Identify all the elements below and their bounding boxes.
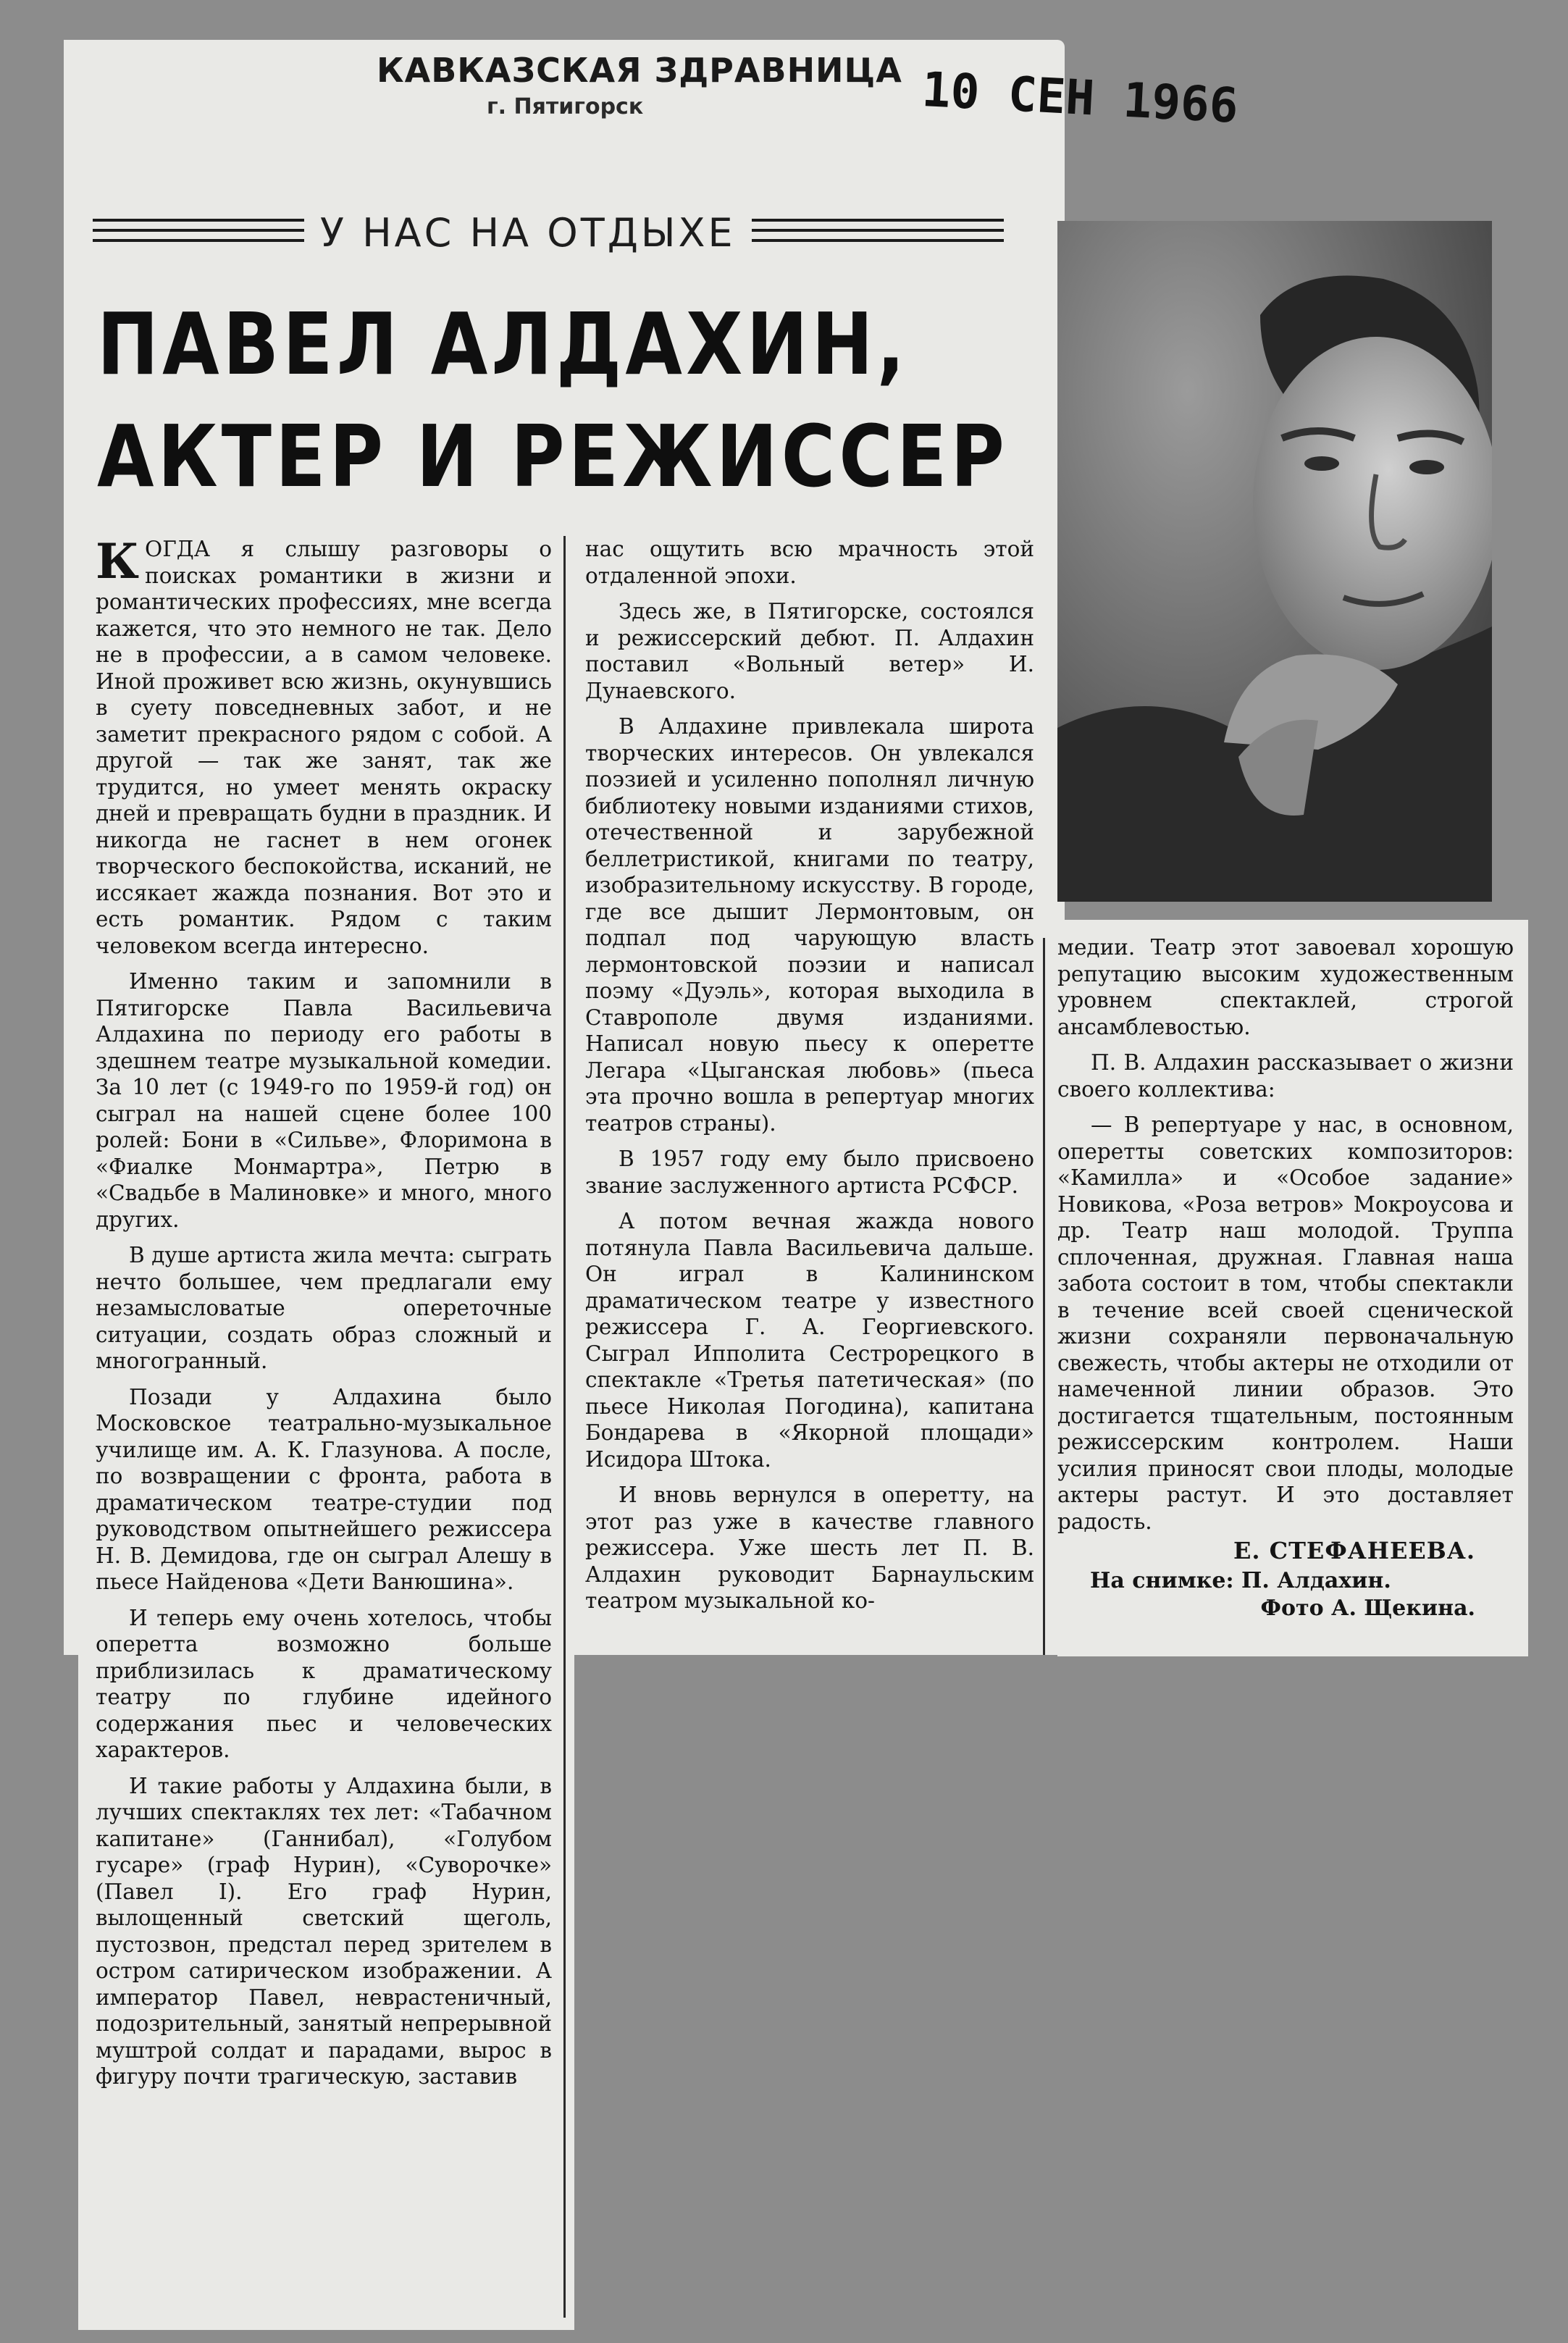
rubric-title: У НАС НА ОТДЫХЕ bbox=[304, 210, 752, 256]
article-paragraph: И теперь ему очень хотелось, чтобы оперетта возможно больше приблизилась к драматическому театру по глубине идейного содержания пьес и человеческих характеров. bbox=[96, 1605, 552, 1762]
newspaper-masthead: КАВКАЗСКАЯ ЗДРАВНИЦА bbox=[377, 51, 902, 90]
article-paragraph: И такие работы у Алдахина были, в лучших спектаклях тех лет: «Табачном капитане» (Ганнибал), «Голубом гусаре» (граф Нурин), «Суворочке» (Павел I). Его граф Нурин, вылощенный светский щеголь, пустозвон, предстал перед зрителем в остром сатирическом изображении. А император Павел, неврастеничный, подозрительный, занятый непрерывной муштрой солдат и парадами, вырос в фигуру почти трагическую, заставив bbox=[96, 1773, 552, 2089]
headline-line-2: АКТЕР И РЕЖИССЕР bbox=[97, 406, 1009, 506]
newspaper-city: г. Пятигорск bbox=[487, 94, 644, 120]
article-author: Е. СТЕФАНЕЕВА. bbox=[1233, 1537, 1475, 1564]
headline-line-1: ПАВЕЛ АЛДАХИН, bbox=[97, 294, 909, 394]
article-column-2 bbox=[585, 536, 1034, 1624]
article-paragraph: В 1957 году ему было присвоено звание заслуженного артиста РСФСР. bbox=[585, 1147, 1034, 1198]
article-paragraph: П. В. Алдахин рассказывает о жизни своего коллектива: bbox=[1057, 1050, 1514, 1102]
article-paragraph: Здесь же, в Пятигорске, состоялся и режиссерский дебют. П. Алдахин поставил «Вольный ветер» И. Дунаевского. bbox=[585, 599, 1034, 703]
photo-caption: На снимке: П. Алдахин. bbox=[1090, 1568, 1391, 1593]
article-paragraph: А потом вечная жажда нового потянула Павла Васильевича дальше. Он играл в Калининском драматическом театре у известного режиссера Г. А. Георгиевского. Сыграл Ипполита Сестрорецкого в спектакле «Третья патетическая» (по пьесе Николая Погодина), капитана Бондарева в «Якорной площади» Исидора Штока. bbox=[585, 1209, 1034, 1472]
article-paragraph: В душе артиста жила мечта: сыграть нечто большее, чем предлагали ему незамысловатые опереточные ситуации, создать образ сложный и многогранный. bbox=[96, 1243, 552, 1373]
portrait-photo bbox=[1057, 221, 1492, 902]
article-paragraph: медии. Театр этот завоевал хорошую репутацию высоким художественным уровнем спектаклей, строгой ансамблевостью. bbox=[1057, 935, 1514, 1039]
date-stamp: 10 СЕН 1966 bbox=[920, 62, 1240, 134]
column-divider bbox=[563, 536, 566, 2318]
article-paragraph: В Алдахине привлекала широта творческих интересов. Он увлекался поэзией и усиленно пополнял личную библиотеку новыми изданиями стихов, отечественной и зарубежной беллетристикой, книгами по театру, изобразительному искусству. В городе, где все дышит Лермонтовым, он подпал под чарующую власть лермонтовской поэзии и написал поэму «Дуэль», которая выходила в Ставрополе двумя изданиями. Написал новую пьесу к оперетте Легара «Цыганская любовь» (пьеса эта прочно вошла в репертуар многих театров страны). bbox=[585, 714, 1034, 1136]
article-paragraph: — В репертуаре у нас, в основном, оперетты советских композиторов: «Камилла» и «Особое задание» Новикова, «Роза ветров» Мокроусова и др. Театр наш молодой. Труппа сплоченная, дружная. Главная наша забота состоит в том, чтобы спектакли в течение всей своей сценической жизни сохраняли первоначальную свежесть, чтобы актеры не отходили от намеченной линии образов. Это достигается тщательным, постоянным режиссерским контролем. Наши усилия приносят свои плоды, молодые актеры растут. И это доставляет радость. bbox=[1057, 1112, 1514, 1534]
photo-credit: Фото А. Щекина. bbox=[1260, 1596, 1475, 1621]
article-paragraph: Именно таким и запомнили в Пятигорске Павла Васильевича Алдахина по периоду его работы в здешнем театре музыкальной комедии. За 10 лет (с 1949-го по 1959-й год) он сыграл на нашей сцене более 100 ролей: Бони в «Сильве», Флоримона в «Фиалке Монмартра», Петрю в «Свадьбе в Малиновке» и много, много других. bbox=[96, 969, 552, 1232]
article-paragraph: нас ощутить всю мрачность этой отдаленной эпохи. bbox=[585, 537, 1034, 588]
article-paragraph: КОГДА я слышу разговоры о поисках романтики в жизни и романтических профессиях, мне всегда кажется, что это немного не так. Дело не в профессии, а в самом человеке. Иной проживет всю жизнь, окунувшись в суету повседневных забот, и не заметит прекрасного рядом с собой. А другой — так же занят, так же трудится, но умеет менять окраску дней и превращать будни в праздник. И никогда не гаснет в нем огонек творческого беспокойства, исканий, не иссякает жажда познания. Вот это и есть романтик. Рядом с таким человеком всегда интересно. bbox=[96, 533, 552, 958]
drop-cap: К bbox=[96, 533, 140, 590]
column-divider bbox=[1043, 938, 1045, 1655]
article-column-3 bbox=[1057, 934, 1514, 1544]
article-paragraph: И вновь вернулся в оперетту, на этот раз уже в качестве главного режиссера. Уже шесть лет П. В. Алдахин руководит Барнаульским театром музыкальной ко- bbox=[585, 1483, 1034, 1613]
article-paragraph: Позади у Алдахина было Московское театрально-музыкальное училище им. А. К. Глазунова. А после, по возвращении с фронта, работа в драматическом театре-студии под руководством опытнейшего режиссера Н. В. Демидова, где он сыграл Алешу в пьесе Найденова «Дети Ванюшина». bbox=[96, 1384, 552, 1594]
article-column-1 bbox=[96, 533, 552, 2100]
